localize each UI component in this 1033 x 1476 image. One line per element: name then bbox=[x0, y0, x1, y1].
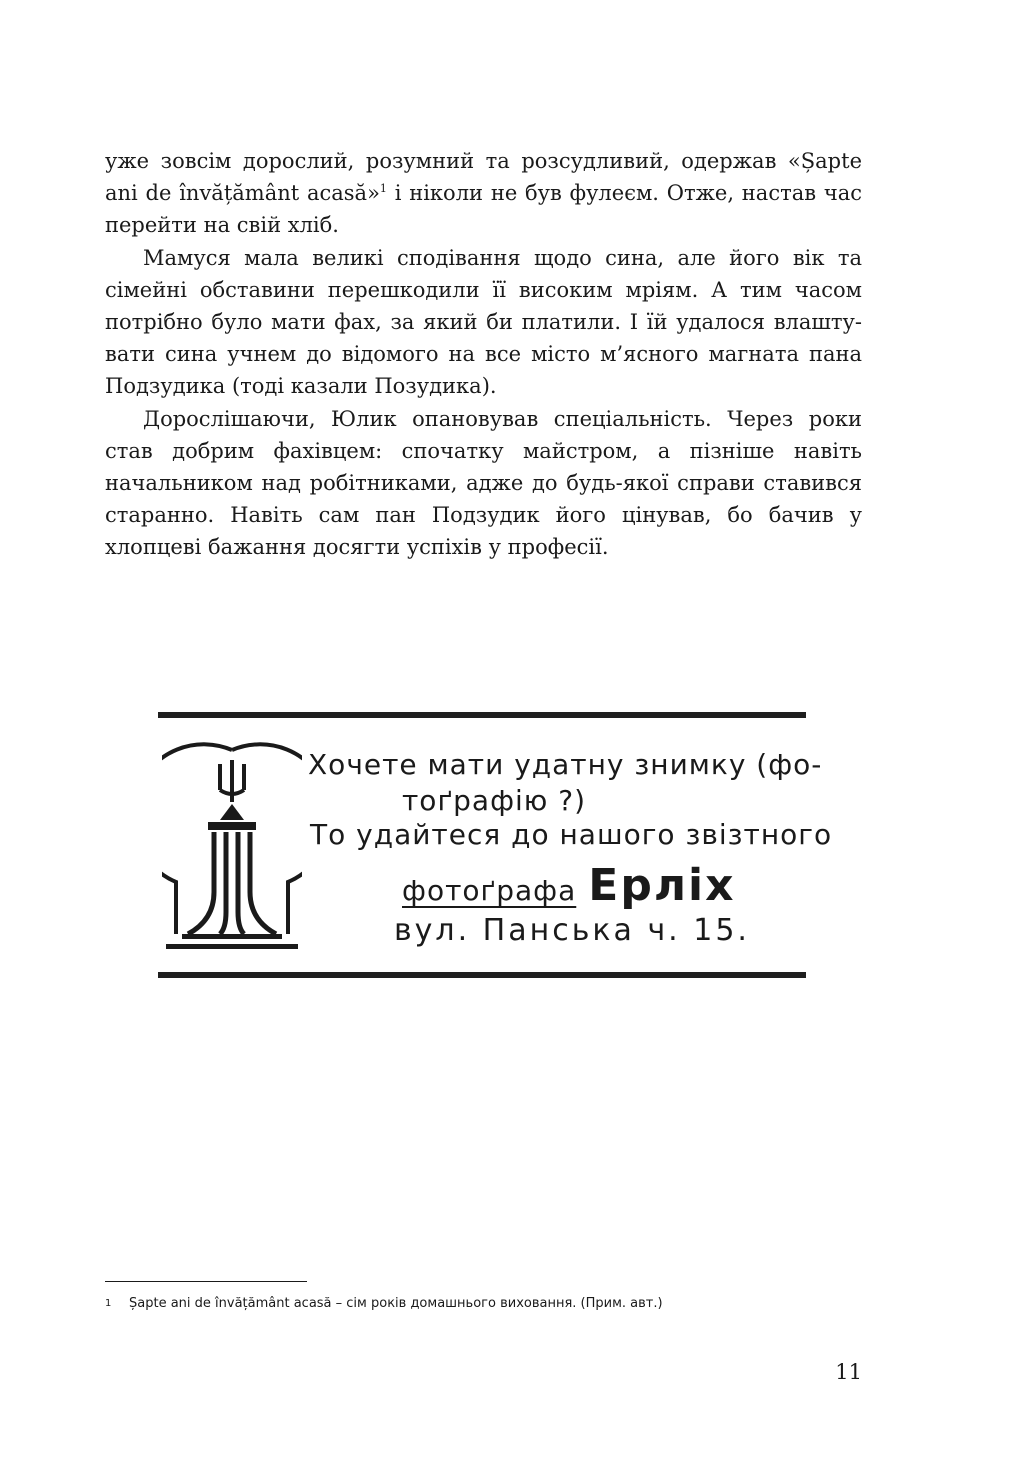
paragraph-1-text-a: уже зовсім дорослий, розумний та розсудливий, одержав «Șapte ani de învățământ acasă» bbox=[105, 149, 862, 206]
ad-line-4 bbox=[402, 860, 736, 911]
ad-studio-name: Ерліх bbox=[588, 860, 736, 911]
paragraph-3: Дорослішаючи, Юлик опановував спеціальність. Через роки став добрим фахівцем: спочатку майстром, а пізніше навіть начальником над робітниками, адже до будь-якої справи ставився старанно. Навіть сам пан Подзудик його цінував, бо бачив у хлопцеві бажання досягти успіхів у професії. bbox=[105, 406, 862, 560]
footnote-divider bbox=[105, 1281, 307, 1282]
footnote-number: 1 bbox=[105, 1298, 112, 1309]
main-text bbox=[105, 145, 862, 564]
paragraph-1-text-b: і ніколи не був фулеєм. Отже, настав час перейти на свій хліб. bbox=[105, 181, 862, 238]
page-number: 11 bbox=[835, 1360, 862, 1384]
paragraph-2: Мамуся мала великі сподівання щодо сина, але його вік та сімейні обставини перешкодили її високим мріям. А тим часом потрібно було мати фах, за який би платили. І їй удалося влаштувати сина учнем до відомого на все місто м’ясного магната пана Подзудика (тоді казали Позудика). bbox=[105, 245, 862, 399]
ad-line-3: То удайтеся до нашого звізтного bbox=[310, 818, 833, 851]
photographer-logo-icon bbox=[162, 742, 302, 952]
ad-top-rule bbox=[158, 712, 806, 718]
footnote-reference[interactable]: 1 bbox=[379, 182, 387, 196]
ad-line-1: Хочете мати удатну знимку (фо- bbox=[308, 748, 823, 781]
paragraph-1 bbox=[105, 145, 862, 242]
footnote-text: Șapte ani de învățământ acasă – сім років домашнього виховання. (Прим. авт.) bbox=[129, 1296, 663, 1311]
ad-bottom-rule bbox=[158, 972, 806, 978]
advertisement bbox=[158, 708, 833, 988]
footnote bbox=[105, 1295, 865, 1313]
ad-address: вул. Панська ч. 15. bbox=[394, 913, 750, 948]
ad-photographer-word: фотоґрафа bbox=[402, 874, 577, 907]
ad-line-2: тоґрафію ?) bbox=[402, 784, 587, 817]
